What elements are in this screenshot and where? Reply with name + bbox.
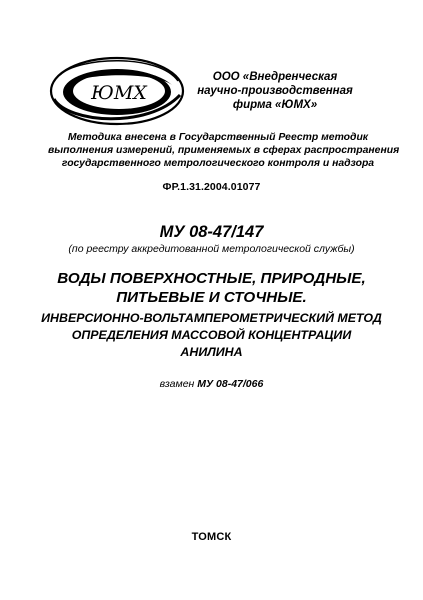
replaces-code: МУ 08-47/066	[197, 378, 264, 390]
company-line: фирма «ЮМХ»	[232, 99, 318, 111]
registry-note-line: Методика внесена в Государственный Реестр методик	[67, 132, 369, 143]
document-title-sub	[0, 310, 423, 361]
city-name: ТОМСК	[191, 531, 232, 543]
document-code-note: (по реестру аккредитованной метрологической службы)	[68, 243, 355, 255]
registry-note	[48, 131, 400, 170]
company-line: ООО «Внедренческая	[212, 71, 338, 83]
company-line: научно-производственная	[197, 85, 353, 97]
document-code: МУ 08-47/147	[159, 223, 264, 241]
title-sub-line: АНИЛИНА	[180, 345, 243, 359]
logo-emblem-icon	[48, 55, 186, 127]
replaces-note	[0, 378, 423, 390]
registry-note-line: государственного метрологического контроля и надзора	[61, 158, 375, 169]
title-sub-line: ОПРЕДЕЛЕНИЯ МАССОВОЙ КОНЦЕНТРАЦИИ	[71, 328, 352, 342]
company-name-block	[190, 70, 360, 112]
document-title-main	[0, 269, 423, 307]
registry-note-line: выполнения измерений, применяемых в сферах распространения	[48, 145, 400, 156]
company-logo	[48, 55, 186, 127]
replaces-prefix: взамен	[159, 378, 195, 390]
title-sub-line: ИНВЕРСИОННО-ВОЛЬТАМПЕРОМЕТРИЧЕСКИЙ МЕТОД	[41, 311, 382, 325]
logo-text: ЮМХ	[91, 82, 147, 104]
registry-number: ФР.1.31.2004.01077	[162, 181, 261, 193]
title-main-line: ПИТЬЕВЫЕ И СТОЧНЫЕ.	[116, 289, 307, 306]
title-main-line: ВОДЫ ПОВЕРХНОСТНЫЕ, ПРИРОДНЫЕ,	[57, 270, 366, 287]
